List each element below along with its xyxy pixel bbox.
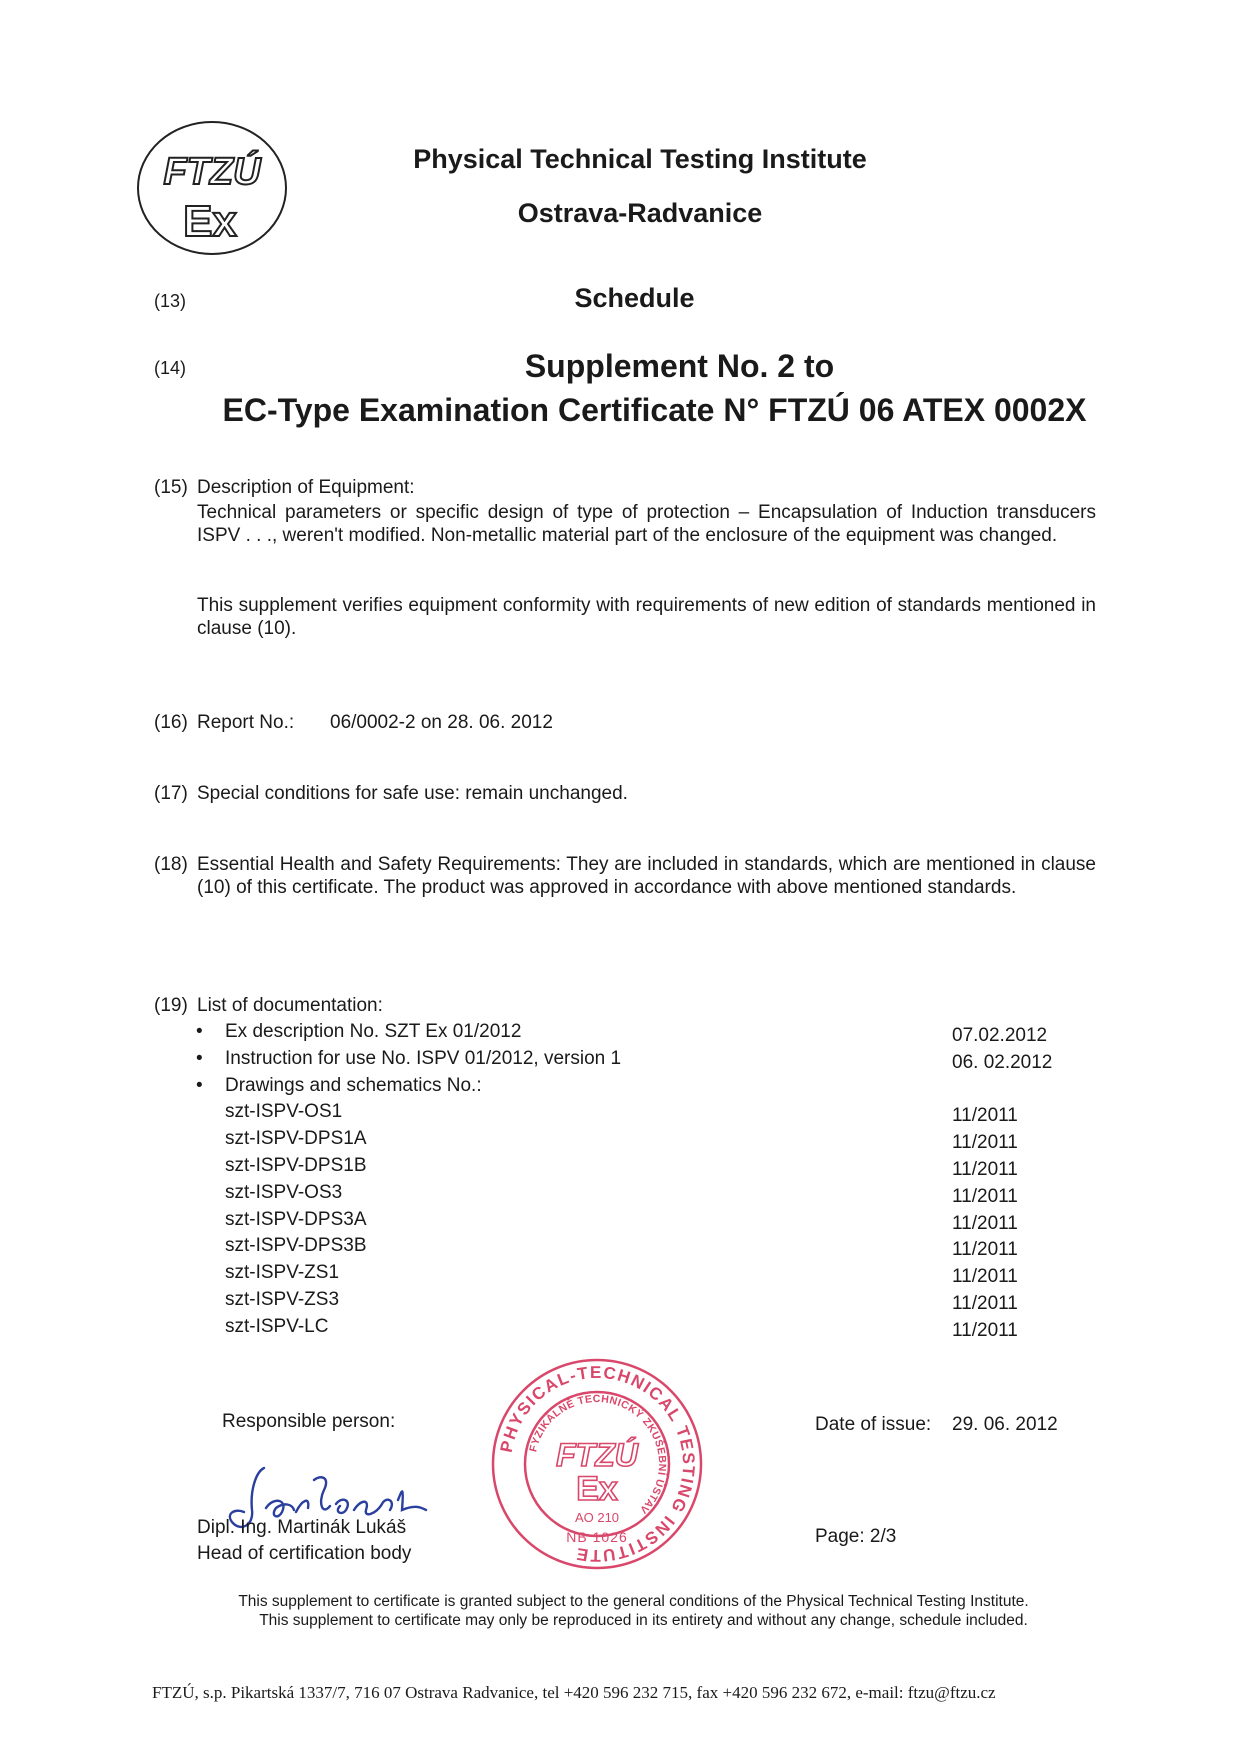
drawing-item-name: szt-ISPV-ZS3 bbox=[225, 1289, 340, 1310]
documentation-item bbox=[0, 1021, 1239, 1047]
bullet-icon: • bbox=[196, 1047, 203, 1069]
report-label: Report No.: bbox=[197, 712, 295, 733]
drawing-item-date: 11/2011 bbox=[952, 1212, 1018, 1234]
drawing-item bbox=[0, 1235, 1239, 1261]
bullet-icon: • bbox=[196, 1074, 203, 1096]
clause-13-number: (13) bbox=[154, 291, 187, 311]
drawing-item-date: 11/2011 bbox=[952, 1185, 1018, 1207]
drawing-item-date: 11/2011 bbox=[952, 1266, 1018, 1288]
drawing-item-name: szt-ISPV-DPS1B bbox=[225, 1155, 367, 1176]
documentation-item-name: Ex description No. SZT Ex 01/2012 bbox=[225, 1021, 522, 1042]
footer-address: FTZÚ, s.p. Pikartská 1337/7, 716 07 Ostrava Radvanice, tel +420 596 232 715, fax +420 596 232 672, e-mail: ftzu@ftzu.cz bbox=[152, 1683, 996, 1702]
drawing-item-name: szt-ISPV-OS1 bbox=[225, 1101, 343, 1123]
drawing-item-date: 11/2011 bbox=[952, 1159, 1018, 1180]
svg-text:FTZÚ: FTZÚ bbox=[163, 151, 261, 193]
documentation-item bbox=[0, 1048, 1239, 1074]
certificate-title: EC-Type Examination Certificate N° FTZÚ 06 ATEX 0002X bbox=[222, 392, 1087, 428]
clause-19-number: (19) bbox=[154, 995, 188, 1016]
footnote-line-2: This supplement to certificate may only be reproduced in its entirety and without any change, schedule included. bbox=[259, 1612, 1028, 1629]
drawing-item bbox=[0, 1155, 1239, 1181]
svg-text:Ex: Ex bbox=[183, 197, 237, 246]
stamp-code-ao: AO 210 bbox=[574, 1510, 620, 1525]
description-label: Description of Equipment: bbox=[197, 477, 415, 498]
certification-stamp bbox=[489, 1356, 705, 1572]
footnote-line-1: This supplement to certificate is granted subject to the general conditions of the Physical Technical Testing Institute. bbox=[238, 1593, 1029, 1610]
documentation-item-name: Instruction for use No. ISPV 01/2012, version 1 bbox=[225, 1047, 622, 1069]
drawing-item-name: szt-ISPV-OS3 bbox=[225, 1181, 343, 1203]
drawing-item-date: 11/2011 bbox=[952, 1239, 1018, 1261]
drawing-item-date: 11/2011 bbox=[952, 1132, 1018, 1154]
drawing-item-date: 11/2011 bbox=[952, 1293, 1018, 1314]
bullet-icon: • bbox=[196, 1021, 203, 1042]
drawing-item-name: szt-ISPV-ZS1 bbox=[225, 1262, 340, 1284]
schedule-title: Schedule bbox=[574, 283, 695, 313]
stamp-logo-bottom: Ex bbox=[576, 1470, 618, 1508]
drawing-item-name: szt-ISPV-LC bbox=[225, 1315, 329, 1337]
documentation-item bbox=[0, 1075, 1239, 1101]
drawing-item bbox=[0, 1262, 1239, 1288]
page-number: Page: 2/3 bbox=[815, 1526, 897, 1547]
stamp-inner-text: FYZIKÁLNĚ TECHNICKÝ ZKUŠEBNÍ ÚSTAV bbox=[527, 1392, 669, 1516]
documentation-item-date: 07.02.2012 bbox=[952, 1025, 1048, 1046]
drawing-item bbox=[0, 1182, 1239, 1208]
conformity-paragraph: This supplement verifies equipment conformity with requirements of new edition of standards mentioned in clause (10). bbox=[197, 595, 1096, 639]
drawing-item-name: szt-ISPV-DPS3B bbox=[225, 1235, 367, 1257]
description-paragraph: Technical parameters or specific design of type of protection – Encapsulation of Induction transducers ISPV . . ., weren't modified. Non-metallic material part of the enclosure of the equipment was changed. bbox=[197, 502, 1096, 546]
drawing-item-name: szt-ISPV-DPS3A bbox=[225, 1208, 367, 1230]
clause-16-number: (16) bbox=[154, 712, 188, 733]
responsible-person-label: Responsible person: bbox=[222, 1411, 396, 1432]
date-of-issue-label: Date of issue: bbox=[815, 1414, 932, 1435]
stamp-outer-text: PHYSICAL-TECHNICAL TESTING INSTITUTE bbox=[496, 1362, 699, 1566]
ftzu-ex-logo bbox=[132, 118, 292, 258]
responsible-person-role: Head of certification body bbox=[197, 1543, 412, 1564]
drawing-item bbox=[0, 1316, 1239, 1342]
stamp-code-nb: NB 1026 bbox=[566, 1529, 628, 1545]
drawing-item-date: 11/2011 bbox=[952, 1105, 1018, 1127]
documentation-item-name: Drawings and schematics No.: bbox=[225, 1074, 482, 1096]
drawing-item-date: 11/2011 bbox=[952, 1319, 1018, 1341]
stamp-logo-top: FTZÚ bbox=[556, 1437, 638, 1473]
supplement-title: Supplement No. 2 to bbox=[524, 348, 835, 384]
responsible-person-name: Dipl. Ing. Martinák Lukáš bbox=[197, 1517, 407, 1538]
institute-location: Ostrava-Radvanice bbox=[517, 198, 763, 228]
documentation-item-date: 06. 02.2012 bbox=[952, 1051, 1053, 1073]
special-conditions: Special conditions for safe use: remain unchanged. bbox=[197, 783, 628, 804]
report-value: 06/0002-2 on 28. 06. 2012 bbox=[330, 712, 553, 733]
clause-17-number: (17) bbox=[154, 783, 188, 804]
date-of-issue-value: 29. 06. 2012 bbox=[952, 1414, 1058, 1435]
drawing-item bbox=[0, 1128, 1239, 1154]
institute-name: Physical Technical Testing Institute bbox=[413, 144, 867, 174]
drawing-item bbox=[0, 1101, 1239, 1127]
drawing-item bbox=[0, 1289, 1239, 1315]
drawing-item bbox=[0, 1209, 1239, 1235]
clause-14-number: (14) bbox=[154, 358, 187, 378]
ehsr-paragraph: Essential Health and Safety Requirements: They are included in standards, which are mentioned in clause (10) of this certificate. The product was approved in accordance with above mentioned standards. bbox=[197, 854, 1096, 898]
clause-18-number: (18) bbox=[154, 854, 188, 875]
clause-15-number: (15) bbox=[154, 477, 188, 498]
documentation-label: List of documentation: bbox=[197, 995, 383, 1016]
drawing-item-name: szt-ISPV-DPS1A bbox=[225, 1128, 367, 1150]
